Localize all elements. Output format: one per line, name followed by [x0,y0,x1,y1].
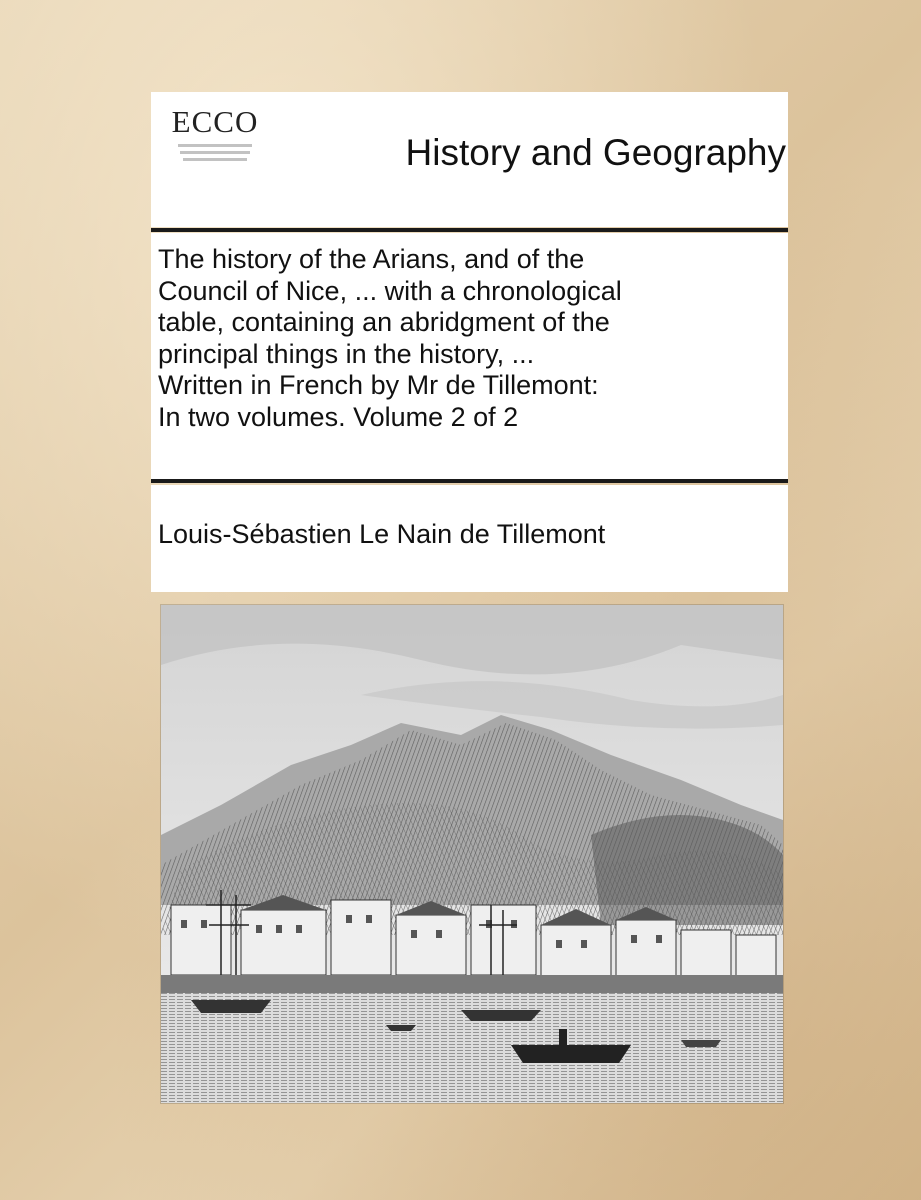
divider-rule-top [151,228,788,232]
title-line-1: The history of the Arians, and of the [158,244,585,274]
divider-rule-bottom [151,479,788,483]
logo-line-2 [180,151,250,154]
header-panel [151,92,788,227]
logo-line-3 [183,158,247,161]
title-panel [151,233,788,479]
book-title [158,244,783,433]
title-line-3: table, containing an abridgment of the [158,307,610,337]
title-line-6: In two volumes. Volume 2 of 2 [158,401,519,432]
ecco-logo [165,106,265,216]
harbor-engraving-icon [161,605,783,1103]
logo-fine-print [178,144,252,161]
author-panel [151,485,788,592]
author-name: Louis-Sébastien Le Nain de Tillemont [158,519,606,549]
logo-wordmark: ECCO [171,104,259,139]
title-line-4: principal things in the history, ... [158,338,535,369]
title-line-2: Council of Nice, ... with a chronological [158,275,622,306]
title-line-5: Written in French by Mr de Tillemont: [158,370,599,400]
logo-line-1 [178,144,252,147]
series-title: History and Geography [405,132,786,173]
